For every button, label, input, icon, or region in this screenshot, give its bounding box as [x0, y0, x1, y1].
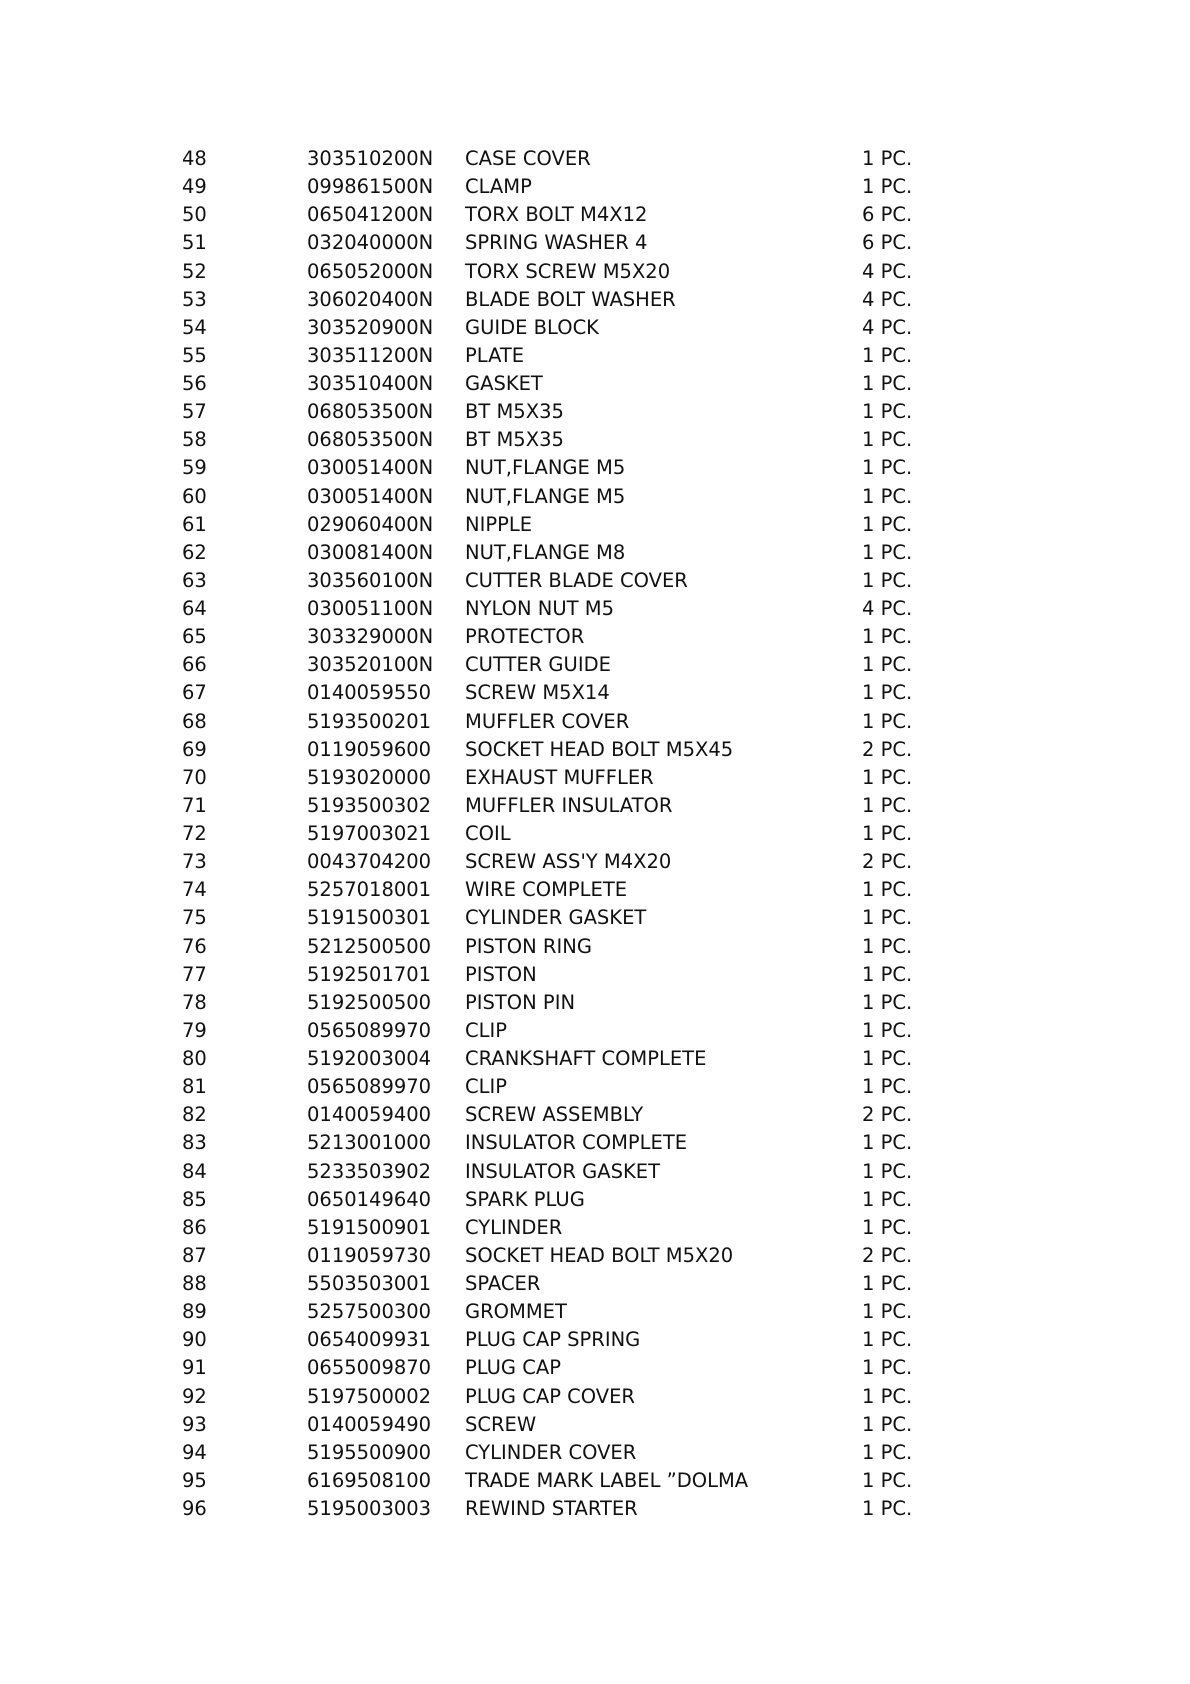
part-description: SPARK PLUG: [465, 1187, 585, 1211]
part-number: 5193500201: [307, 709, 432, 733]
part-quantity: 2 PC.: [862, 1243, 913, 1267]
part-quantity: 1 PC.: [862, 428, 913, 452]
item-number: 72: [182, 822, 207, 845]
part-number: 5192500500: [307, 990, 432, 1014]
item-number: 61: [182, 512, 207, 536]
parts-row: [0, 145, 1190, 173]
part-description: PROTECTOR: [465, 625, 585, 649]
item-number: 95: [182, 1468, 207, 1492]
parts-row: [0, 651, 1190, 679]
part-quantity: 4 PC.: [862, 287, 913, 311]
part-number: 303510400N: [307, 372, 434, 395]
item-number: 66: [182, 653, 207, 677]
part-description: CUTTER BLADE COVER: [465, 568, 688, 592]
part-quantity: 1 PC.: [862, 1131, 913, 1155]
part-number: 0654009931: [307, 1328, 432, 1352]
part-number: 303520900N: [307, 315, 434, 339]
parts-row: [0, 173, 1190, 201]
part-quantity: 1 PC.: [862, 540, 913, 564]
part-description: NYLON NUT M5: [465, 597, 615, 620]
item-number: 81: [182, 1075, 207, 1099]
item-number: 83: [182, 1131, 207, 1155]
part-quantity: 1 PC.: [862, 1047, 913, 1070]
part-quantity: 1 PC.: [862, 1384, 913, 1408]
part-number: 0140059490: [307, 1412, 432, 1436]
part-quantity: 1 PC.: [862, 372, 913, 395]
item-number: 77: [182, 962, 207, 986]
parts-row: [0, 933, 1190, 961]
part-description: NUT,FLANGE M8: [465, 540, 626, 564]
parts-row: [0, 1354, 1190, 1382]
part-description: PLUG CAP COVER: [465, 1384, 635, 1408]
part-quantity: 1 PC.: [862, 906, 913, 930]
parts-row: [0, 623, 1190, 651]
item-number: 63: [182, 568, 207, 592]
item-number: 68: [182, 709, 207, 733]
part-quantity: 1 PC.: [862, 456, 913, 480]
part-description: PISTON: [465, 962, 537, 986]
item-number: 50: [182, 203, 207, 227]
parts-row: [0, 483, 1190, 511]
part-quantity: 2 PC.: [862, 737, 913, 761]
part-quantity: 1 PC.: [862, 878, 913, 902]
part-quantity: 1 PC.: [862, 1328, 913, 1352]
parts-row: [0, 595, 1190, 623]
part-number: 5257500300: [307, 1300, 432, 1324]
parts-row: [0, 258, 1190, 286]
part-number: 0565089970: [307, 1075, 432, 1099]
part-description: SOCKET HEAD BOLT M5X20: [465, 1243, 734, 1267]
part-number: 030051400N: [307, 484, 434, 508]
item-number: 71: [182, 793, 207, 817]
part-number: 5197003021: [307, 822, 432, 845]
parts-row: [0, 1045, 1190, 1073]
part-description: MUFFLER COVER: [465, 709, 630, 733]
part-number: 5193500302: [307, 793, 432, 817]
item-number: 70: [182, 765, 207, 789]
part-quantity: 1 PC.: [862, 343, 913, 367]
part-quantity: 1 PC.: [862, 1300, 913, 1324]
item-number: 65: [182, 625, 207, 649]
item-number: 75: [182, 906, 207, 930]
part-number: 303520100N: [307, 653, 434, 677]
part-number: 5197500002: [307, 1384, 432, 1408]
item-number: 57: [182, 400, 207, 424]
part-number: 5191500301: [307, 906, 432, 930]
parts-list: [0, 145, 1190, 1523]
part-quantity: 1 PC.: [862, 1018, 913, 1042]
part-number: 5191500901: [307, 1215, 432, 1239]
parts-row: [0, 1270, 1190, 1298]
parts-row: [0, 286, 1190, 314]
part-quantity: 1 PC.: [862, 1412, 913, 1436]
part-description: TORX BOLT M4X12: [465, 203, 648, 227]
item-number: 93: [182, 1412, 207, 1436]
part-description: CYLINDER: [465, 1215, 563, 1239]
part-number: 5212500500: [307, 934, 432, 958]
part-number: 068053500N: [307, 400, 434, 424]
part-description: GASKET: [465, 372, 543, 395]
part-quantity: 4 PC.: [862, 259, 913, 283]
part-number: 303511200N: [307, 343, 434, 367]
part-number: 5257018001: [307, 878, 432, 902]
part-number: 303560100N: [307, 568, 434, 592]
part-description: CYLINDER COVER: [465, 1440, 637, 1464]
part-description: CLIP: [465, 1075, 507, 1099]
part-quantity: 1 PC.: [862, 934, 913, 958]
part-description: TRADE MARK LABEL ”DOLMA: [465, 1468, 749, 1492]
item-number: 87: [182, 1243, 207, 1267]
part-quantity: 1 PC.: [862, 653, 913, 677]
parts-row: [0, 426, 1190, 454]
part-quantity: 1 PC.: [862, 681, 913, 705]
part-description: GUIDE BLOCK: [465, 315, 599, 339]
parts-row: [0, 1326, 1190, 1354]
parts-row: [0, 201, 1190, 229]
part-description: SCREW ASSEMBLY: [465, 1103, 644, 1127]
part-description: NUT,FLANGE M5: [465, 484, 626, 508]
part-number: 303329000N: [307, 625, 434, 649]
part-description: CYLINDER GASKET: [465, 906, 647, 930]
part-quantity: 1 PC.: [862, 793, 913, 817]
part-description: COIL: [465, 822, 511, 845]
part-description: INSULATOR COMPLETE: [465, 1131, 688, 1155]
part-description: WIRE COMPLETE: [465, 878, 628, 902]
item-number: 92: [182, 1384, 207, 1408]
parts-row: [0, 342, 1190, 370]
parts-row: [0, 1129, 1190, 1157]
item-number: 54: [182, 315, 207, 339]
part-number: 306020400N: [307, 287, 434, 311]
item-number: 62: [182, 540, 207, 564]
parts-row: [0, 1383, 1190, 1411]
part-number: 065041200N: [307, 203, 434, 227]
item-number: 84: [182, 1159, 207, 1183]
part-description: NUT,FLANGE M5: [465, 456, 626, 480]
part-number: 6169508100: [307, 1468, 432, 1492]
item-number: 96: [182, 1497, 207, 1520]
part-description: SCREW ASS'Y M4X20: [465, 850, 672, 874]
part-quantity: 1 PC.: [862, 147, 913, 170]
part-number: 0119059730: [307, 1243, 432, 1267]
part-quantity: 1 PC.: [862, 1159, 913, 1183]
part-number: 0565089970: [307, 1018, 432, 1042]
parts-row: [0, 820, 1190, 848]
parts-row: [0, 989, 1190, 1017]
item-number: 48: [182, 147, 207, 170]
part-quantity: 1 PC.: [862, 1075, 913, 1099]
part-description: SOCKET HEAD BOLT M5X45: [465, 737, 734, 761]
item-number: 90: [182, 1328, 207, 1352]
part-quantity: 1 PC.: [862, 1272, 913, 1295]
parts-row: [0, 1298, 1190, 1326]
parts-row: [0, 370, 1190, 398]
part-description: NIPPLE: [465, 512, 533, 536]
part-number: 029060400N: [307, 512, 434, 536]
parts-row: [0, 1101, 1190, 1129]
item-number: 94: [182, 1440, 207, 1464]
parts-row: [0, 1158, 1190, 1186]
parts-row: [0, 1242, 1190, 1270]
part-quantity: 1 PC.: [862, 1468, 913, 1492]
part-quantity: 6 PC.: [862, 203, 913, 227]
part-number: 030051400N: [307, 456, 434, 480]
parts-row: [0, 1073, 1190, 1101]
item-number: 52: [182, 259, 207, 283]
part-number: 065052000N: [307, 259, 434, 283]
item-number: 78: [182, 990, 207, 1014]
part-description: CLIP: [465, 1018, 507, 1042]
part-quantity: 2 PC.: [862, 1103, 913, 1127]
parts-row: [0, 904, 1190, 932]
item-number: 56: [182, 372, 207, 395]
parts-row: [0, 1214, 1190, 1242]
part-quantity: 1 PC.: [862, 1356, 913, 1380]
part-quantity: 1 PC.: [862, 400, 913, 424]
item-number: 89: [182, 1300, 207, 1324]
item-number: 91: [182, 1356, 207, 1380]
part-description: PISTON PIN: [465, 990, 576, 1014]
part-description: SCREW: [465, 1412, 537, 1436]
part-description: PLATE: [465, 343, 525, 367]
part-quantity: 1 PC.: [862, 990, 913, 1014]
part-number: 032040000N: [307, 231, 434, 255]
part-description: TORX SCREW M5X20: [465, 259, 671, 283]
part-quantity: 4 PC.: [862, 315, 913, 339]
item-number: 80: [182, 1047, 207, 1070]
parts-row: [0, 1411, 1190, 1439]
part-number: 030051100N: [307, 597, 434, 620]
item-number: 69: [182, 737, 207, 761]
part-number: 5233503902: [307, 1159, 432, 1183]
item-number: 79: [182, 1018, 207, 1042]
part-description: CUTTER GUIDE: [465, 653, 611, 677]
part-quantity: 4 PC.: [862, 597, 913, 620]
part-quantity: 1 PC.: [862, 625, 913, 649]
item-number: 82: [182, 1103, 207, 1127]
item-number: 67: [182, 681, 207, 705]
parts-row: [0, 1017, 1190, 1045]
part-description: PLUG CAP: [465, 1356, 561, 1380]
part-description: REWIND STARTER: [465, 1497, 638, 1520]
part-description: INSULATOR GASKET: [465, 1159, 660, 1183]
part-number: 0140059400: [307, 1103, 432, 1127]
part-description: CASE COVER: [465, 147, 591, 170]
part-quantity: 1 PC.: [862, 1440, 913, 1464]
part-quantity: 1 PC.: [862, 1215, 913, 1239]
item-number: 51: [182, 231, 207, 255]
parts-row: [0, 708, 1190, 736]
item-number: 73: [182, 850, 207, 874]
part-quantity: 1 PC.: [862, 1187, 913, 1211]
part-description: CRANKSHAFT COMPLETE: [465, 1047, 707, 1070]
item-number: 76: [182, 934, 207, 958]
parts-row: [0, 1467, 1190, 1495]
part-description: SPRING WASHER 4: [465, 231, 648, 255]
part-number: 068053500N: [307, 428, 434, 452]
part-quantity: 1 PC.: [862, 822, 913, 845]
part-description: PLUG CAP SPRING: [465, 1328, 641, 1352]
part-description: EXHAUST MUFFLER: [465, 765, 654, 789]
parts-row: [0, 848, 1190, 876]
parts-row: [0, 1186, 1190, 1214]
parts-row: [0, 764, 1190, 792]
part-quantity: 1 PC.: [862, 175, 913, 199]
part-number: 0119059600: [307, 737, 432, 761]
part-description: BLADE BOLT WASHER: [465, 287, 676, 311]
parts-row: [0, 1495, 1190, 1523]
part-description: MUFFLER INSULATOR: [465, 793, 673, 817]
parts-row: [0, 511, 1190, 539]
item-number: 85: [182, 1187, 207, 1211]
part-description: BT M5X35: [465, 400, 564, 424]
item-number: 86: [182, 1215, 207, 1239]
parts-row: [0, 454, 1190, 482]
part-number: 5195500900: [307, 1440, 432, 1464]
part-number: 0043704200: [307, 850, 432, 874]
part-description: GROMMET: [465, 1300, 567, 1324]
part-quantity: 1 PC.: [862, 568, 913, 592]
part-quantity: 1 PC.: [862, 962, 913, 986]
part-quantity: 1 PC.: [862, 765, 913, 789]
parts-row: [0, 961, 1190, 989]
part-quantity: 2 PC.: [862, 850, 913, 874]
part-quantity: 1 PC.: [862, 1497, 913, 1520]
parts-row: [0, 539, 1190, 567]
parts-row: [0, 567, 1190, 595]
part-number: 0655009870: [307, 1356, 432, 1380]
part-description: SPACER: [465, 1272, 541, 1295]
item-number: 60: [182, 484, 207, 508]
part-description: BT M5X35: [465, 428, 564, 452]
part-description: CLAMP: [465, 175, 532, 199]
parts-row: [0, 876, 1190, 904]
parts-row: [0, 792, 1190, 820]
part-number: 5192501701: [307, 962, 432, 986]
part-quantity: 1 PC.: [862, 512, 913, 536]
part-number: 5503503001: [307, 1272, 432, 1295]
part-number: 099861500N: [307, 175, 434, 199]
part-number: 303510200N: [307, 147, 434, 170]
item-number: 88: [182, 1272, 207, 1295]
parts-row: [0, 314, 1190, 342]
part-quantity: 1 PC.: [862, 484, 913, 508]
parts-row: [0, 1439, 1190, 1467]
parts-row: [0, 679, 1190, 707]
part-number: 030081400N: [307, 540, 434, 564]
part-quantity: 6 PC.: [862, 231, 913, 255]
item-number: 49: [182, 175, 207, 199]
item-number: 58: [182, 428, 207, 452]
part-number: 5195003003: [307, 1497, 432, 1520]
part-quantity: 1 PC.: [862, 709, 913, 733]
item-number: 64: [182, 597, 207, 620]
item-number: 53: [182, 287, 207, 311]
parts-row: [0, 398, 1190, 426]
part-number: 0140059550: [307, 681, 432, 705]
item-number: 59: [182, 456, 207, 480]
part-number: 0650149640: [307, 1187, 432, 1211]
item-number: 55: [182, 343, 207, 367]
part-number: 5192003004: [307, 1047, 432, 1070]
parts-row: [0, 736, 1190, 764]
part-description: SCREW M5X14: [465, 681, 610, 705]
part-number: 5193020000: [307, 765, 432, 789]
part-description: PISTON RING: [465, 934, 592, 958]
parts-row: [0, 229, 1190, 257]
part-number: 5213001000: [307, 1131, 432, 1155]
item-number: 74: [182, 878, 207, 902]
